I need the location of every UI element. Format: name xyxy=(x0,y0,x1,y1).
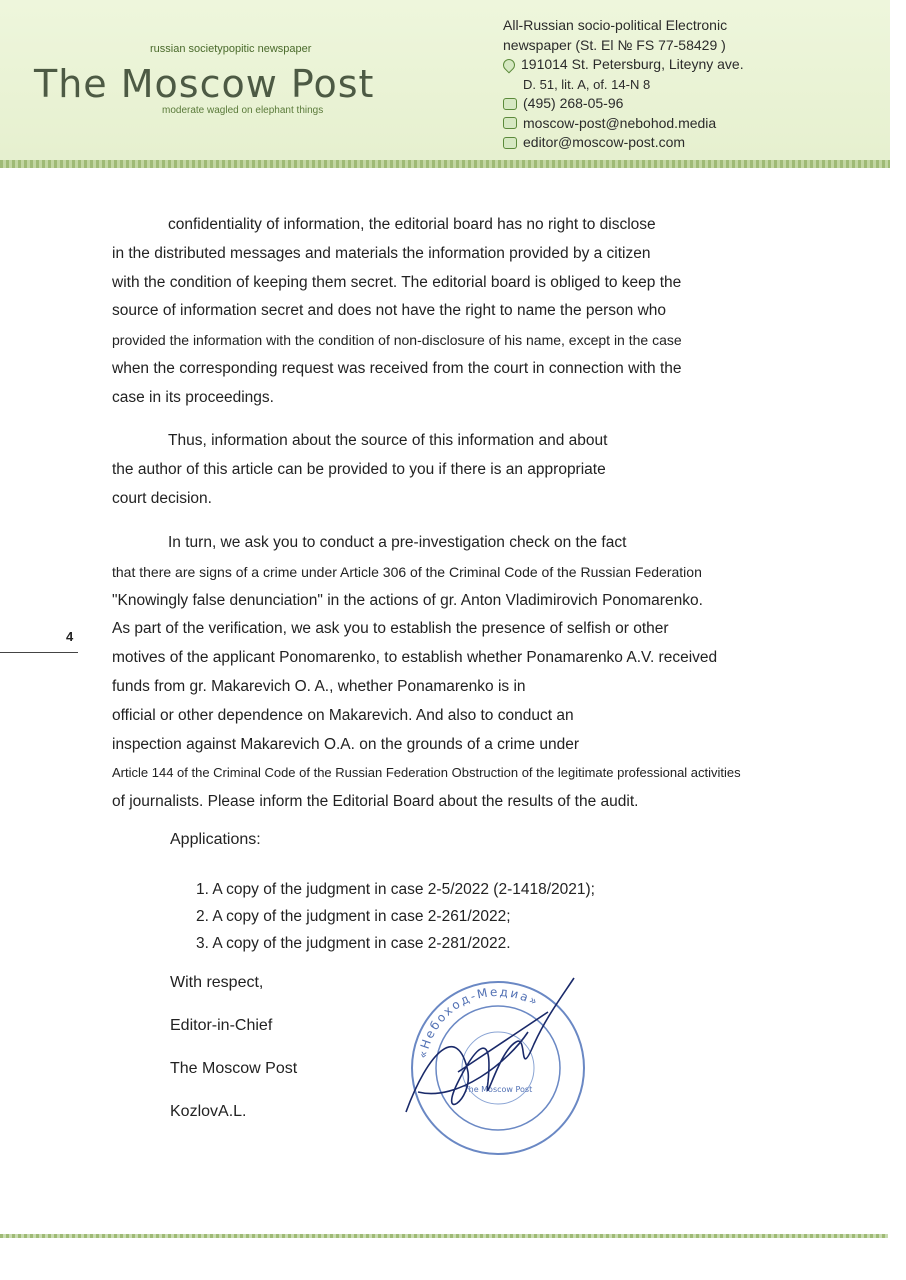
contact-block xyxy=(503,16,883,153)
address-text-2: D. 51, lit. A, of. 14-N 8 xyxy=(523,76,651,92)
list-item: 3. A copy of the judgment in case 2-281/2022. xyxy=(196,935,511,952)
text-line: confidentiality of information, the editorial board has no right to disclose xyxy=(168,216,656,233)
location-pin-icon xyxy=(501,56,518,73)
paragraph-confidentiality xyxy=(112,211,842,413)
margin-rule xyxy=(0,652,78,653)
logo-tagline-top: russian societypopitic newspaper xyxy=(150,43,312,55)
signer-name: KozlovA.L. xyxy=(170,1103,247,1120)
official-stamp-with-signature xyxy=(398,972,598,1164)
text-line: the author of this article can be provided to you if there is an appropriate xyxy=(112,460,606,478)
text-line: in the distributed messages and materials the information provided by a citizen xyxy=(112,244,651,262)
phone-line xyxy=(503,94,883,114)
stamp-ring-text: «Небоход-Медиа» xyxy=(415,984,542,1060)
footer-divider xyxy=(0,1234,888,1238)
signer-organization: The Moscow Post xyxy=(170,1060,298,1077)
email-line-2 xyxy=(503,133,883,153)
letterhead-divider xyxy=(0,160,890,168)
list-item: 2. A copy of the judgment in case 2-261/2022; xyxy=(196,908,511,925)
address-text-1: 191014 St. Petersburg, Liteyny ave. xyxy=(521,56,744,72)
text-line: motives of the applicant Ponomarenko, to establish whether Ponamarenko A.V. received xyxy=(112,649,718,667)
applications-list xyxy=(196,876,595,957)
publisher-line-2: newspaper (St. El № FS 77-58429 ) xyxy=(503,36,726,53)
text-line: case in its proceedings. xyxy=(112,388,274,406)
text-line: funds from gr. Makarevich O. A., whether Ponamarenko is in xyxy=(112,677,526,695)
address-line xyxy=(503,55,883,75)
text-line: inspection against Makarevich O.A. on the grounds of a crime under xyxy=(112,735,579,753)
email-text-1: moscow-post@nebohod.media xyxy=(523,114,717,131)
closing-regards: With respect, xyxy=(170,974,264,991)
signer-position: Editor-in-Chief xyxy=(170,1017,273,1034)
mail-icon xyxy=(503,117,517,129)
signature-block xyxy=(170,969,297,1141)
paragraph-disclosure xyxy=(112,427,842,513)
text-line: Article 144 of the Criminal Code of the Russian Federation Obstruction of the legitimate professional activities xyxy=(112,765,741,781)
text-line: of journalists. Please inform the Editorial Board about the results of the audit. xyxy=(112,793,639,811)
text-line: "Knowingly false denunciation" in the actions of gr. Anton Vladimirovich Ponomarenko. xyxy=(112,591,703,609)
text-line: As part of the verification, we ask you to establish the presence of selfish or other xyxy=(112,620,669,638)
text-line: when the corresponding request was received from the court in connection with the xyxy=(112,359,682,377)
phone-text: (495) 268-05-96 xyxy=(523,95,624,111)
text-line: with the condition of keeping them secret. The editorial board is obliged to keep the xyxy=(112,273,682,291)
text-line: In turn, we ask you to conduct a pre-investigation check on the fact xyxy=(168,534,627,551)
stamp-center-text: The Moscow Post xyxy=(463,1085,533,1094)
text-line: official or other dependence on Makarevich. And also to conduct an xyxy=(112,706,574,724)
text-line: source of information secret and does not have the right to name the person who xyxy=(112,302,667,320)
text-line: court decision. xyxy=(112,489,212,507)
text-line: that there are signs of a crime under Article 306 of the Criminal Code of the Russian Federation xyxy=(112,563,702,580)
list-item: 1. A copy of the judgment in case 2-5/2022 (2-1418/2021); xyxy=(196,881,595,898)
logo-title: The Moscow Post xyxy=(34,62,375,106)
paragraph-request xyxy=(112,529,842,817)
email-line-1 xyxy=(503,114,883,134)
applications-heading: Applications: xyxy=(170,831,261,848)
phone-icon xyxy=(503,98,517,110)
email-text-2: editor@moscow-post.com xyxy=(523,134,686,150)
publisher-line-1: All-Russian socio-political Electronic xyxy=(503,17,728,33)
logo-tagline-bottom: moderate wagled on elephant things xyxy=(162,105,324,116)
mail-icon xyxy=(503,137,517,149)
text-line: provided the information with the condition of non-disclosure of his name, except in the case xyxy=(112,332,682,349)
text-line: Thus, information about the source of this information and about xyxy=(168,432,608,449)
page-number: 4 xyxy=(66,629,74,644)
